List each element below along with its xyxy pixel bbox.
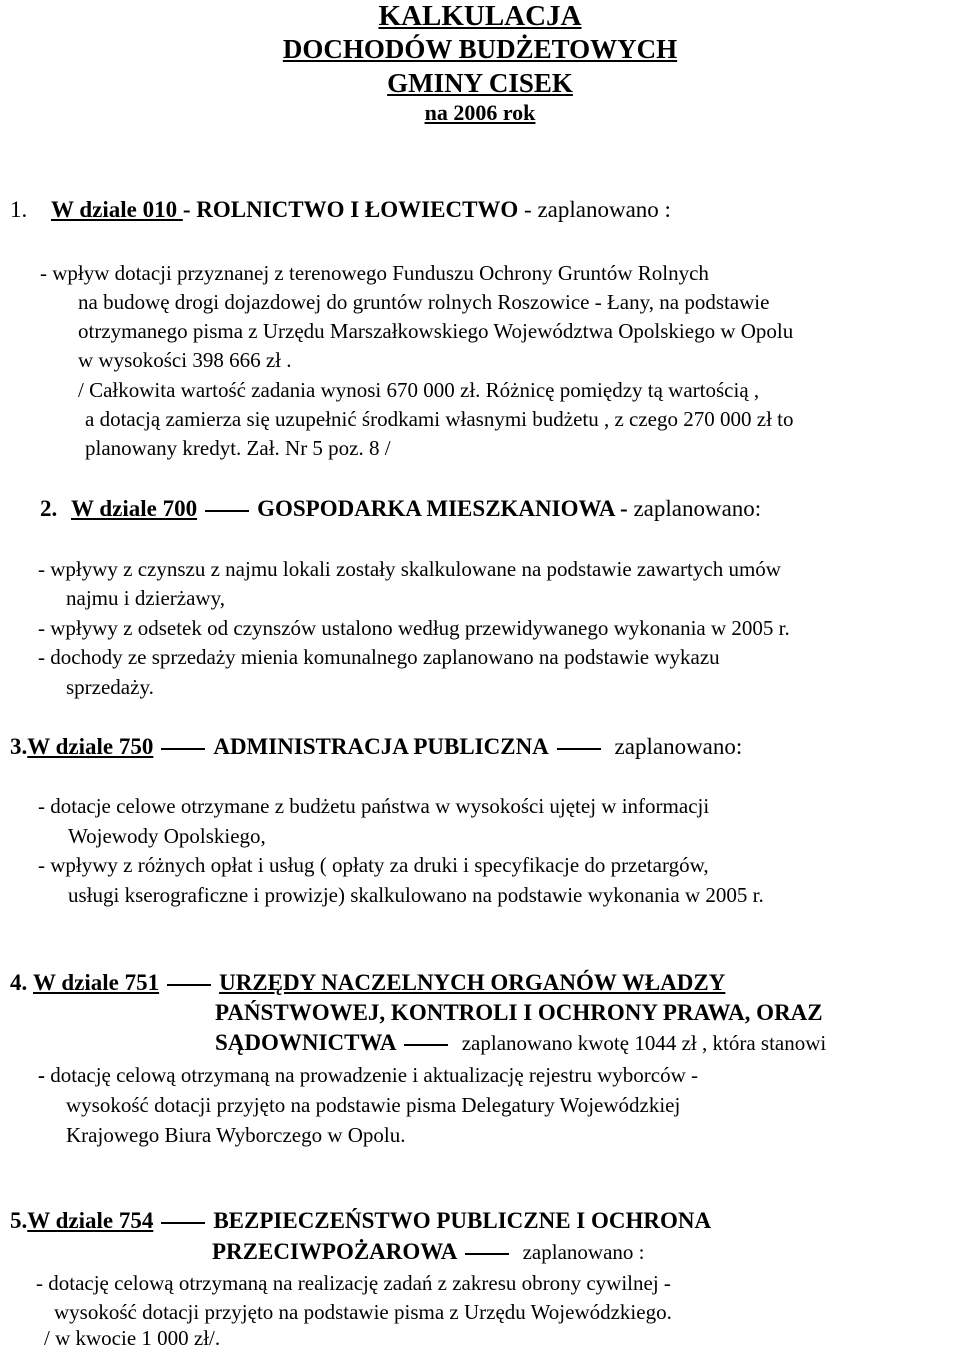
section-2-line-3: - wpływy z odsetek od czynszów ustalono według przewidywanego wykonania w 2005 r. bbox=[38, 616, 790, 640]
section-3-plan: zaplanowano: bbox=[608, 734, 743, 759]
section-5-line-2: wysokość dotacji przyjęto na podstawie pisma z Urzędu Wojewódzkiego. bbox=[54, 1300, 672, 1324]
section-2-line-4: - dochody ze sprzedaży mienia komunalnego zaplanowano na podstawie wykazu bbox=[38, 645, 720, 669]
section-5-name-2-line bbox=[212, 1239, 644, 1265]
section-5-dash-1 bbox=[161, 1222, 205, 1224]
section-1-line-4: w wysokości 398 666 zł . bbox=[78, 348, 292, 372]
section-5-name-2: PRZECIWPOŻAROWA bbox=[212, 1239, 458, 1264]
title-line-4: na 2006 rok bbox=[424, 100, 536, 125]
section-5-heading bbox=[10, 1208, 711, 1234]
section-1-number: 1. bbox=[10, 197, 28, 222]
section-4-plan: zaplanowano kwotę 1044 zł , która stanowi bbox=[456, 1031, 827, 1055]
section-2-line-5: sprzedaży. bbox=[66, 675, 154, 699]
title-line-3: GMINY CISEK bbox=[387, 68, 573, 98]
section-1-line-1: - wpływ dotacji przyznanej z terenowego Funduszu Ochrony Gruntów Rolnych bbox=[40, 261, 709, 285]
section-4-bullet: - bbox=[38, 1063, 51, 1087]
section-3-line-1: - dotacje celowe otrzymane z budżetu państwa w wysokości ujętej w informacji bbox=[38, 794, 710, 818]
section-4-line-1: dotację celową otrzymaną na prowadzenie i aktualizację rejestru wyborców - bbox=[50, 1063, 699, 1087]
section-1-line-3: otrzymanego pisma z Urzędu Marszałkowskiego Województwa Opolskiego w Opolu bbox=[78, 319, 794, 343]
section-5-line-3: / w kwocie 1 000 zł/. bbox=[44, 1326, 221, 1350]
section-1-heading bbox=[10, 197, 671, 223]
section-4-name-3-line bbox=[215, 1030, 826, 1056]
section-2-plan: zaplanowano: bbox=[627, 496, 762, 521]
section-3-dzial: W dziale 750 bbox=[27, 734, 154, 759]
section-3-number: 3. bbox=[10, 734, 28, 759]
section-4-number: 4. bbox=[10, 970, 28, 995]
section-3-line-4: usługi kserograficzne i prowizje) skalkulowano na podstawie wykonania w 2005 r. bbox=[68, 883, 764, 907]
title-line-1: KALKULACJA bbox=[378, 0, 582, 32]
section-5-dash-2 bbox=[465, 1253, 509, 1255]
section-3-name: ADMINISTRACJA PUBLICZNA bbox=[213, 734, 549, 759]
section-4-heading bbox=[10, 970, 725, 996]
section-2-line-1: - wpływy z czynszu z najmu lokali zostały skalkulowane na podstawie zawartych umów bbox=[38, 557, 781, 581]
section-5-name-1: BEZPIECZEŃSTWO PUBLICZNE I OCHRONA bbox=[213, 1208, 712, 1233]
section-3-heading bbox=[10, 734, 742, 760]
section-5-number: 5. bbox=[10, 1208, 28, 1233]
section-1-plan: - zaplanowano : bbox=[518, 197, 671, 222]
section-4-name-2: PAŃSTWOWEJ, KONTROLI I OCHRONY PRAWA, ORAZ bbox=[215, 1000, 823, 1025]
section-1-line-2: na budowę drogi dojazdowej do gruntów rolnych Roszowice - Łany, na podstawie bbox=[78, 290, 770, 314]
section-1-line-7: planowany kredyt. Zał. Nr 5 poz. 8 / bbox=[85, 436, 391, 460]
section-4-dash-1 bbox=[167, 984, 211, 986]
section-3-line-3: - wpływy z różnych opłat i usług ( opłaty za druki i specyfikacje do przetargów, bbox=[38, 853, 709, 877]
section-4-line-2: wysokość dotacji przyjęto na podstawie pisma Delegatury Wojewódzkiej bbox=[66, 1093, 681, 1117]
section-4-name-1: URZĘDY NACZELNYCH ORGANÓW WŁADZY bbox=[219, 970, 726, 995]
section-2-dash bbox=[205, 510, 249, 512]
section-5-plan: zaplanowano : bbox=[517, 1240, 645, 1264]
section-1-name: - ROLNICTWO I ŁOWIECTWO bbox=[182, 197, 519, 222]
title-line-2: DOCHODÓW BUDŻETOWYCH bbox=[282, 34, 678, 64]
section-4-name-3: SĄDOWNICTWA bbox=[215, 1030, 397, 1055]
section-2-heading bbox=[40, 496, 761, 522]
section-1-line-5: / Całkowita wartość zadania wynosi 670 000 zł. Różnicę pomiędzy tą wartością , bbox=[78, 378, 760, 402]
section-1-line-6: a dotacją zamierza się uzupełnić środkami własnymi budżetu , z czego 270 000 zł to bbox=[85, 407, 794, 431]
section-4-line-1-row bbox=[38, 1062, 698, 1088]
section-4-dzial: W dziale 751 bbox=[33, 970, 160, 995]
section-4-line-3: Krajowego Biura Wyborczego w Opolu. bbox=[66, 1123, 406, 1147]
section-5-line-1: - dotację celową otrzymaną na realizację zadań z zakresu obrony cywilnej - bbox=[36, 1271, 671, 1295]
section-2-dzial: W dziale 700 bbox=[71, 496, 198, 521]
section-4-dash-2 bbox=[404, 1044, 448, 1046]
section-1-dzial: W dziale 010 bbox=[51, 197, 183, 222]
section-3-dash-1 bbox=[161, 748, 205, 750]
section-2-number: 2. bbox=[40, 496, 58, 521]
section-2-line-2: najmu i dzierżawy, bbox=[66, 586, 225, 610]
section-3-dash-2 bbox=[557, 748, 601, 750]
section-2-name: GOSPODARKA MIESZKANIOWA - bbox=[257, 496, 628, 521]
section-5-dzial: W dziale 754 bbox=[27, 1208, 154, 1233]
section-3-line-2: Wojewody Opolskiego, bbox=[68, 824, 266, 848]
